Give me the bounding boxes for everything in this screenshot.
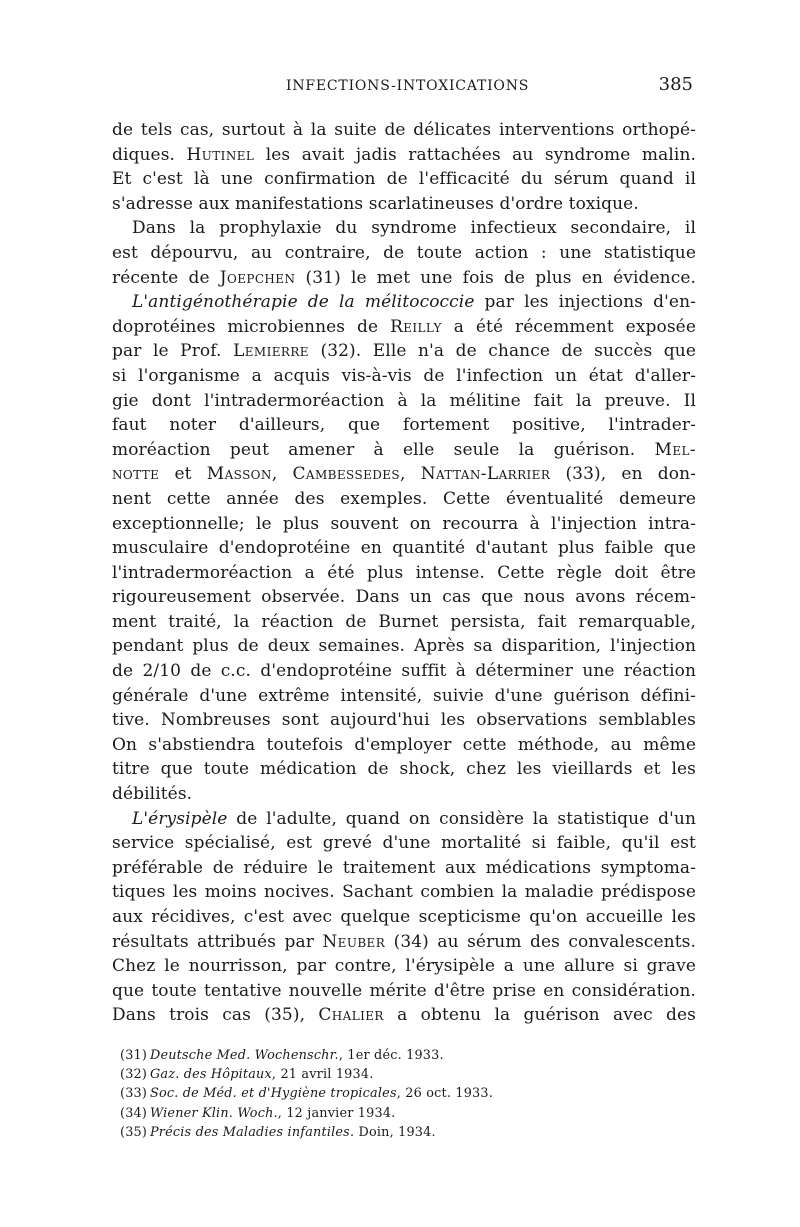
footnote-date: , 21 avril 1934. — [271, 1067, 374, 1083]
text-line: rigoureusement observée. Dans un cas que nous avons récem- — [112, 587, 696, 608]
text-line: Dans trois cas (35), Chalier a obtenu la guérison avec des — [112, 1005, 696, 1026]
author-name: Cambessedes — [292, 464, 401, 485]
author-name: Mel- — [654, 439, 696, 460]
text-line: de 2/10 de c.c. d'endoprotéine suffit à déterminer une réaction — [112, 661, 696, 682]
text-line: est dépourvu, au contraire, de toute action : une statistique — [112, 242, 696, 263]
text-line: L'antigénothérapie de la mélitococcie par les injections d'en- — [132, 292, 696, 313]
footnote-number: (35) — [120, 1124, 148, 1140]
text-line: l'intradermoréaction a été plus intense. Cette règle doit être — [112, 562, 696, 583]
text-line: diques. Hutinel les avait jadis rattachées au syndrome malin. — [112, 144, 696, 165]
text-line: service spécialisé, est grevé d'une mortalité si faible, qu'il est — [112, 833, 696, 854]
footnote-number: (33) — [120, 1086, 148, 1102]
author-name: Joepchen — [219, 267, 296, 288]
text-line: pendant plus de deux semaines. Après sa disparition, l'injection — [112, 636, 696, 657]
italic-term: L'érysipèle — [132, 808, 228, 829]
footnote-number: (34) — [120, 1105, 148, 1121]
text-line: par le Prof. Lemierre (32). Elle n'a de chance de succès que — [112, 341, 696, 362]
footnote-date: , 12 janvier 1934. — [277, 1105, 396, 1121]
italic-term: L'antigénothérapie de la mélitococcie — [132, 292, 475, 313]
text-line: faut noter d'ailleurs, que fortement positive, l'intrader- — [112, 415, 696, 436]
text-line: aux récidives, c'est avec quelque scepticisme qu'on accueille les — [112, 907, 696, 927]
text-line: titre que toute médication de shock, chez les vieillards et les — [112, 759, 696, 780]
author-name: Lemierre — [233, 341, 309, 362]
text-line: gie dont l'intradermoréaction à la mélitine fait la preuve. Il — [112, 390, 696, 411]
text-line: préférable de réduire le traitement aux médications symptoma- — [112, 857, 696, 878]
text-line: s'adresse aux manifestations scarlatineuses d'ordre toxique. — [112, 193, 639, 214]
text-line: que toute tentative nouvelle mérite d'être prise en considération. — [112, 980, 696, 1001]
text-line: tiques les moins nocives. Sachant combien la maladie prédispose — [112, 882, 696, 903]
text-line: moréaction peut amener à elle seule la guérison. Mel- — [112, 439, 696, 460]
footnote-source: Wiener Klin. Woch. — [150, 1105, 278, 1121]
footnote-date: , 1er déc. 1933. — [338, 1048, 444, 1063]
author-name: Neuber — [322, 931, 386, 952]
footnote-number: (32) — [120, 1067, 148, 1083]
text-line: doprotéines microbiennes de Reilly a été récemment exposée — [112, 316, 696, 337]
text-line: débilités. — [112, 784, 193, 805]
text-line: Et c'est là une confirmation de l'efficacité du sérum quand il — [112, 169, 696, 190]
text-line: nent cette année des exemples. Cette éventualité demeure — [112, 488, 696, 509]
footnotes — [120, 1046, 590, 1142]
author-name: Hutinel — [186, 144, 255, 165]
author-name: Reilly — [390, 316, 442, 337]
author-name: notte — [112, 464, 160, 485]
footnote-source: Précis des Maladies infantiles — [150, 1124, 350, 1140]
text-line: musculaire d'endoprotéine en quantité d'autant plus faible que — [112, 538, 696, 559]
page-header — [118, 74, 693, 98]
text-line: Chez le nourrisson, par contre, l'érysipèle a une allure si grave — [112, 956, 696, 977]
text-line: de tels cas, surtout à la suite de délicates interventions orthopé- — [112, 120, 696, 140]
author-name: Masson — [206, 464, 272, 485]
footnote — [120, 1104, 590, 1123]
footnote — [120, 1084, 590, 1103]
text-line: exceptionnelle; le plus souvent on recourra à l'injection intra- — [112, 513, 696, 534]
text-line: L'érysipèle de l'adulte, quand on considère la statistique d'un — [132, 808, 696, 829]
text-line: notte et Masson, Cambessedes, Nattan-Larrier (33), en don- — [112, 464, 697, 485]
text-line: tive. Nombreuses sont aujourd'hui les observations semblables — [112, 710, 696, 731]
author-name: Chalier — [318, 1005, 384, 1026]
footnote-source: Deutsche Med. Wochenschr. — [150, 1048, 339, 1063]
footnote — [120, 1065, 590, 1084]
text-line: résultats attribués par Neuber (34) au sérum des convalescents. — [112, 931, 696, 952]
footnote — [120, 1123, 590, 1142]
text-line: ment traité, la réaction de Burnet persista, fait remarquable, — [112, 611, 696, 632]
footnote — [120, 1046, 590, 1065]
text-line: Dans la prophylaxie du syndrome infectieux secondaire, il — [132, 218, 696, 239]
footnote-number: (31) — [120, 1048, 148, 1063]
text-line: si l'organisme a acquis vis-à-vis de l'infection un état d'aller- — [112, 365, 696, 386]
page-number: 385 — [658, 74, 693, 95]
text-line: générale d'une extrême intensité, suivie d'une guérison défini- — [112, 685, 696, 706]
body-text — [112, 118, 696, 1028]
footnote-date: . Doin, 1934. — [349, 1124, 436, 1140]
text-line: récente de Joepchen (31) le met une fois de plus en évidence. — [112, 267, 696, 288]
footnote-source: Soc. de Méd. et d'Hygiène tropicales — [150, 1086, 397, 1102]
text-line: On s'abstiendra toutefois d'employer cette méthode, au même — [112, 734, 696, 755]
footnote-date: , 26 oct. 1933. — [396, 1086, 493, 1102]
running-title: INFECTIONS-INTOXICATIONS — [286, 78, 530, 94]
footnote-source: Gaz. des Hôpitaux — [150, 1067, 272, 1083]
author-name: Nattan-Larrier — [420, 464, 551, 485]
